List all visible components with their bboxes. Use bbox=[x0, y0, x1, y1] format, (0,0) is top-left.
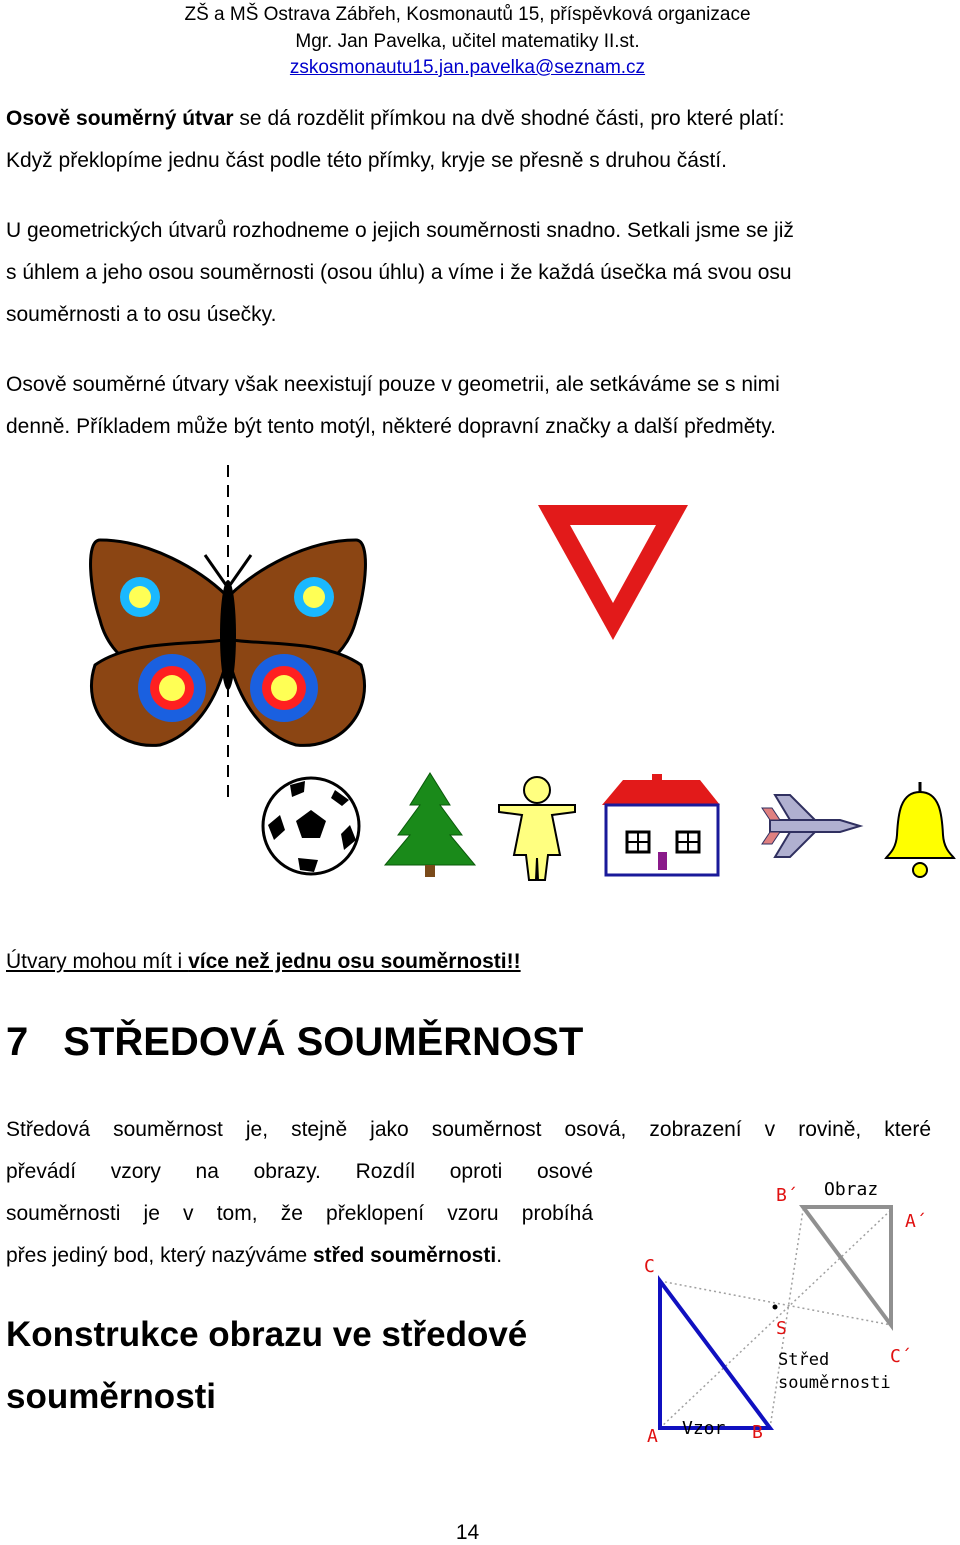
label-C: C bbox=[644, 1256, 655, 1277]
jet-icon bbox=[762, 795, 860, 857]
subheading-line-1: Konstrukce obrazu ve středové bbox=[6, 1315, 528, 1354]
term-osove-soumerny: Osově souměrný útvar bbox=[6, 107, 234, 130]
yield-sign-image bbox=[538, 505, 688, 640]
para4-line-1: Středová souměrnost je, stejně jako souměrnost osová, zobrazení v rovině, které bbox=[6, 1118, 931, 1141]
subheading-construction bbox=[6, 1304, 527, 1428]
label-S: S bbox=[776, 1318, 787, 1339]
para2-line-1: U geometrických útvarů rozhodneme o jejich souměrnosti snadno. Setkali jsme se již bbox=[6, 219, 794, 242]
central-symmetry-diagram bbox=[620, 1170, 950, 1470]
email-link[interactable]: zskosmonautu15.jan.pavelka@seznam.cz bbox=[289, 57, 646, 78]
label-stred-2: souměrnosti bbox=[778, 1373, 891, 1393]
house-icon bbox=[602, 774, 720, 875]
label-stred-1: Střed bbox=[778, 1350, 830, 1370]
label-C-prime: C´ bbox=[890, 1346, 912, 1367]
football-icon bbox=[263, 778, 359, 874]
butterfly-image bbox=[91, 465, 366, 805]
section-number: 7 bbox=[6, 1020, 29, 1064]
header-email-wrap bbox=[0, 57, 935, 79]
note-bold-text: více než jednu osu souměrnosti!! bbox=[188, 950, 521, 973]
header-author: Mgr. Jan Pavelka, učitel matematiky II.st. bbox=[295, 31, 640, 52]
bell-icon bbox=[886, 782, 954, 877]
para2-line-3: souměrnosti a to osu úsečky. bbox=[6, 303, 277, 326]
label-B: B bbox=[752, 1422, 763, 1443]
para4-line-2: převádí vzory na obrazy. Rozdíl oproti osové bbox=[6, 1160, 593, 1183]
para4-period: . bbox=[496, 1244, 503, 1267]
tree-icon bbox=[385, 773, 475, 877]
label-obraz: Obraz bbox=[824, 1179, 879, 1200]
intro-text: se dá rozdělit přímkou na dvě shodné části, pro které platí: bbox=[233, 107, 785, 130]
intro-line-1 bbox=[6, 98, 936, 140]
section-title: STŘEDOVÁ SOUMĚRNOST bbox=[63, 1020, 584, 1064]
term-stred-soumernosti: střed souměrnosti bbox=[312, 1244, 497, 1267]
label-B-prime: B´ bbox=[776, 1185, 798, 1206]
para4-text: přes jediný bod, který nazýváme bbox=[6, 1244, 313, 1267]
note-multiple-axes bbox=[6, 941, 936, 983]
para4-line-3: souměrnosti je v tom, že překlopení vzoru probíhá bbox=[6, 1202, 593, 1225]
label-A: A bbox=[647, 1426, 658, 1447]
symmetry-examples-illustration bbox=[0, 460, 960, 890]
para3-line-1: Osově souměrné útvary však neexistují pouze v geometrii, ale setkáváme se s nimi bbox=[6, 373, 780, 396]
label-A-prime: A´ bbox=[905, 1211, 927, 1232]
subheading-line-2: souměrnosti bbox=[6, 1377, 217, 1416]
doll-icon bbox=[499, 777, 575, 880]
para2-line-2: s úhlem a jeho osou souměrnosti (osou úhlu) a víme i že každá úsečka má svou osu bbox=[6, 261, 792, 284]
intro-line-2: Když překlopíme jednu část podle této přímky, kryje se přesně s druhou částí. bbox=[6, 149, 727, 172]
section-heading bbox=[6, 1014, 583, 1070]
note-text: Útvary mohou mít i bbox=[6, 950, 189, 973]
para3-line-2: denně. Příkladem může být tento motýl, některé dopravní značky a další předměty. bbox=[6, 415, 776, 438]
header-org: ZŠ a MŠ Ostrava Zábřeh, Kosmonautů 15, příspěvková organizace bbox=[184, 4, 751, 25]
page-number: 14 bbox=[455, 1521, 480, 1544]
label-vzor: Vzor bbox=[682, 1418, 726, 1439]
